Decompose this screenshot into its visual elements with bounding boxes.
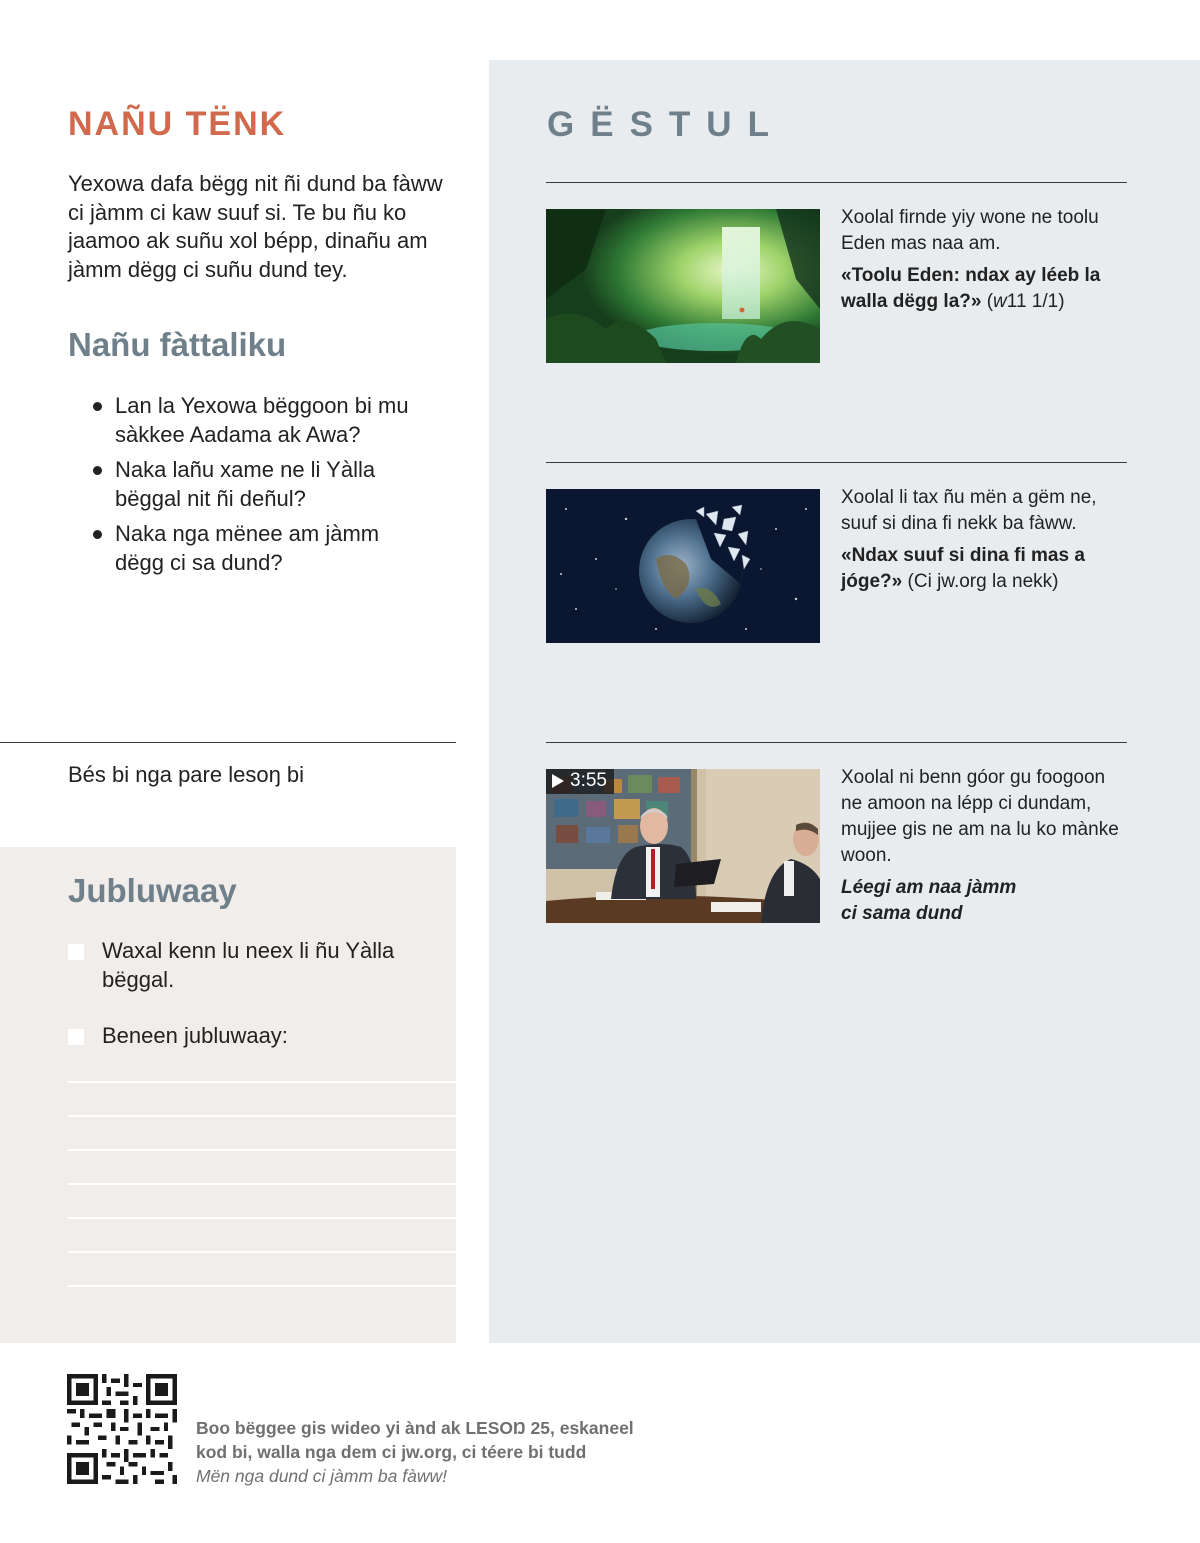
brochure-title: Mën nga dund ci jàmm ba fàww!: [196, 1466, 447, 1486]
divider: [0, 742, 456, 743]
research-item-3: [841, 765, 1131, 927]
two-men-bible-study-image[interactable]: [546, 769, 820, 923]
writing-line[interactable]: [68, 1251, 456, 1253]
video-duration: 3:55: [570, 770, 607, 791]
footer-note: [196, 1416, 716, 1488]
rainforest-waterfall-image[interactable]: [546, 209, 820, 363]
item-description: Xoolal li tax ñu mën a gëm ne, suuf si dina fi nekk ba fàww.: [841, 487, 1097, 534]
article-link[interactable]: [841, 263, 1131, 315]
writing-line[interactable]: [68, 1285, 456, 1287]
goal-item-label: Beneen jubluwaay:: [102, 1023, 288, 1048]
goal-item: [68, 1022, 448, 1051]
article-link[interactable]: [841, 543, 1131, 595]
list-item: Naka lañu xame ne li Yàlla bëggal nit ñi deñul?: [93, 456, 433, 513]
writing-line[interactable]: [68, 1081, 456, 1083]
shattering-earth-image[interactable]: [546, 489, 820, 643]
list-item: Naka nga mënee am jàmm dëgg ci sa dund?: [93, 520, 433, 577]
video-title-line[interactable]: ci sama dund: [841, 903, 963, 924]
research-heading: GËSTUL: [547, 105, 785, 144]
goal-item: [68, 937, 448, 994]
play-icon: [552, 774, 564, 788]
article-title[interactable]: «Ndax suuf si dina fi mas a jóge?»: [841, 545, 1085, 592]
bullet-icon: [93, 530, 102, 539]
article-source: (Ci jw.org la nekk): [907, 571, 1059, 592]
video-title-line[interactable]: Léegi am naa jàmm: [841, 877, 1017, 898]
goal-heading: Jubluwaay: [68, 872, 237, 909]
video-title-link[interactable]: [841, 875, 1131, 927]
video-duration-badge[interactable]: [546, 769, 614, 794]
list-item: Lan la Yexowa bëggoon bi mu sàkkee Aadama ak Awa?: [93, 392, 433, 449]
footer-line: kod bi, walla nga dem ci jw.org, ci téere bi tudd: [196, 1442, 587, 1462]
bullet-icon: [93, 466, 102, 475]
completion-date-label: Bés bi nga pare lesoŋ bi: [68, 762, 305, 787]
qr-code[interactable]: [67, 1374, 177, 1484]
research-item-1: [841, 205, 1131, 315]
summary-heading: NAÑU TËNK: [68, 105, 287, 143]
research-item-2: [841, 485, 1131, 595]
writing-line[interactable]: [68, 1217, 456, 1219]
review-questions: [93, 392, 433, 584]
goal-item-label: Waxal kenn lu neex li ñu Yàlla bëggal.: [102, 938, 395, 992]
writing-line[interactable]: [68, 1115, 456, 1117]
divider: [546, 462, 1127, 463]
summary-text: Yexowa dafa bëgg nit ñi dund ba fàww ci jàmm ci kaw suuf si. Te bu ñu ko jaamoo ak suñu xol bépp, dinañu am jàmm dëgg ci suñu dund tey.: [68, 171, 443, 282]
divider: [546, 182, 1127, 183]
checkbox[interactable]: [68, 944, 84, 960]
writing-line[interactable]: [68, 1183, 456, 1185]
goal-box: [0, 847, 456, 1343]
bullet-icon: [93, 402, 102, 411]
item-description: Xoolal ni benn góor gu foogoon ne amoon na lépp ci dundam, mujjee gis ne am na lu ko mànke woon.: [841, 767, 1119, 866]
footer-line: Boo bëggee gis wideo yi ànd ak LESOŊ 25, eskaneel: [196, 1418, 634, 1438]
review-heading: Nañu fàttaliku: [68, 326, 287, 363]
article-source: (w11 1/1): [986, 291, 1065, 312]
item-description: Xoolal firnde yiy wone ne toolu Eden mas naa am.: [841, 207, 1099, 254]
writing-line[interactable]: [68, 1149, 456, 1151]
article-title[interactable]: «Toolu Eden: ndax ay léeb la walla dëgg la?»: [841, 265, 1101, 312]
checkbox[interactable]: [68, 1029, 84, 1045]
divider: [546, 742, 1127, 743]
